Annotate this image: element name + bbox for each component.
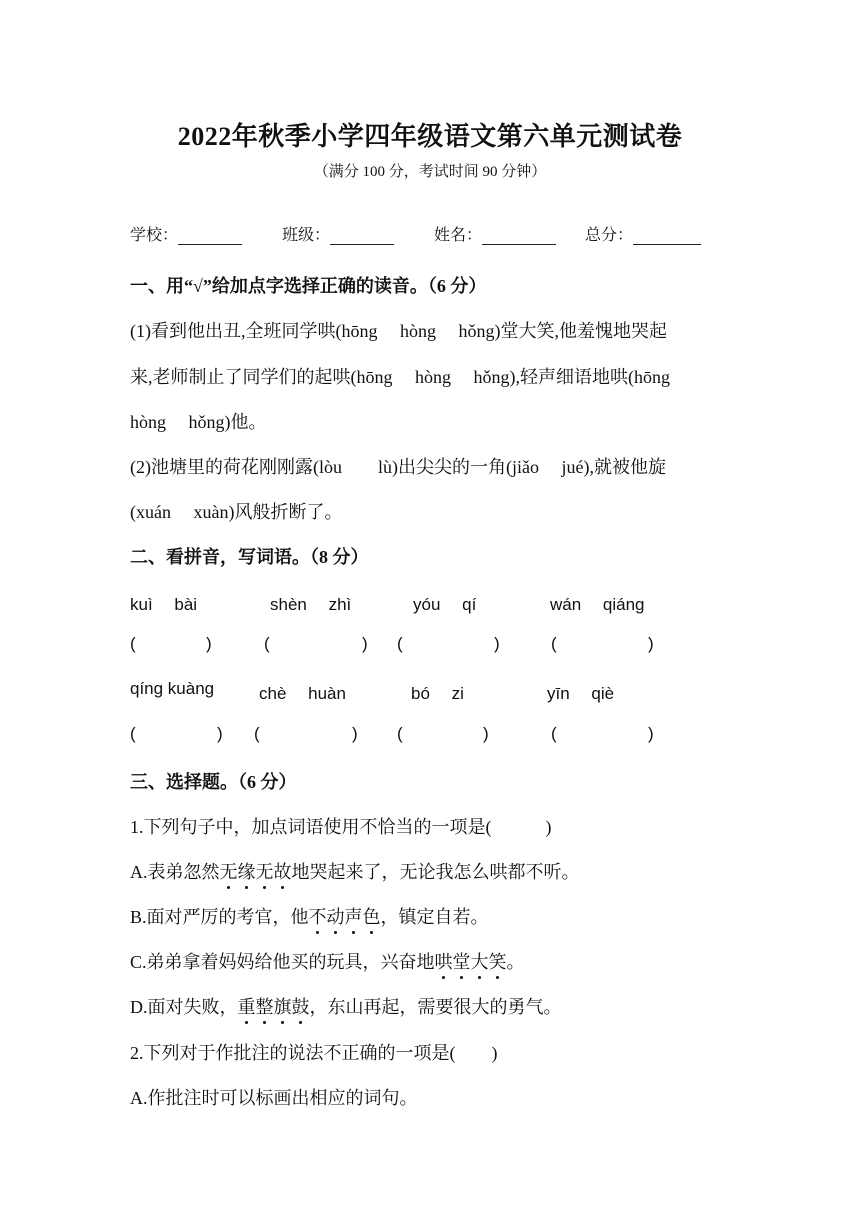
name-blank[interactable] — [482, 226, 556, 245]
section3-q1-option-d: D.面对失败，重整旗鼓，东山再起，需要很大的勇气。 — [130, 993, 562, 1019]
section3-heading: 三、选择题。（6 分） — [130, 772, 297, 792]
answer-paren-open: ( — [130, 724, 136, 743]
answer-paren-close: ) — [494, 634, 500, 653]
answer-paren-open: ( — [551, 634, 557, 653]
emphasis-char: 大 — [471, 948, 489, 974]
emphasis-char: 整 — [256, 993, 274, 1019]
answer-paren-open: ( — [254, 724, 260, 743]
answer-paren-open: ( — [397, 634, 403, 653]
emphasis-char: 缘 — [238, 858, 256, 884]
answer-paren-open: ( — [264, 634, 270, 653]
class-label: 班级： — [282, 227, 331, 244]
score-blank[interactable] — [633, 226, 701, 245]
answer-paren-close: ) — [483, 724, 489, 743]
pinyin-item: shèn zhì — [270, 595, 352, 614]
emphasis-char: 无 — [256, 858, 274, 884]
answer-paren-close: ) — [206, 634, 212, 653]
answer-paren-open: ( — [397, 724, 403, 743]
dotted-word — [220, 862, 292, 882]
score-field — [585, 222, 701, 245]
emphasis-char: 故 — [274, 858, 292, 884]
pinyin-item: wán qiáng — [550, 595, 645, 614]
pinyin-item: yóu qí — [413, 595, 477, 614]
emphasis-char: 哄 — [435, 948, 453, 974]
section1-q1-line3: hòng hǒng)他。 — [130, 412, 267, 432]
emphasis-char: 声 — [345, 903, 363, 929]
emphasis-char: 动 — [327, 903, 345, 929]
exam-title: 2022年秋季小学四年级语文第六单元测试卷 — [177, 122, 683, 151]
class-field — [282, 222, 394, 245]
section3-q1-option-c: C.弟弟拿着妈妈给他买的玩具，兴奋地哄堂大笑。 — [130, 948, 525, 974]
pinyin-item: kuì bài — [130, 595, 198, 614]
dotted-word — [309, 907, 381, 927]
answer-paren-close: ) — [648, 634, 654, 653]
section1-q1-line1: (1)看到他出丑,全班同学哄(hōng hòng hǒng)堂大笑,他羞愧地哭起 — [130, 321, 667, 341]
emphasis-char: 色 — [363, 903, 381, 929]
section2-heading: 二、看拼音，写词语。（8 分） — [130, 547, 369, 567]
dotted-word — [238, 997, 310, 1017]
answer-paren-close: ) — [648, 724, 654, 743]
score-label: 总分： — [585, 227, 634, 244]
section3-q1-stem: 1.下列句子中，加点词语使用不恰当的一项是( ) — [130, 817, 552, 837]
emphasis-char: 无 — [220, 858, 238, 884]
emphasis-char: 重 — [238, 993, 256, 1019]
section1-q2-line1: (2)池塘里的荷花刚刚露(lòu lù)出尖尖的一角(jiǎo jué),就被他旋 — [130, 457, 666, 477]
answer-paren-open: ( — [551, 724, 557, 743]
emphasis-char: 鼓 — [292, 993, 310, 1019]
emphasis-char: 不 — [309, 903, 327, 929]
section1-q1-line2: 来,老师制止了同学们的起哄(hōng hòng hǒng),轻声细语地哄(hōng — [130, 367, 670, 387]
school-label: 学校： — [130, 227, 179, 244]
section3-q1-option-b: B.面对严厉的考官，他不动声色，镇定自若。 — [130, 903, 489, 929]
answer-paren-close: ) — [352, 724, 358, 743]
section3-q2-option-a: A.作批注时可以标画出相应的词句。 — [130, 1088, 418, 1108]
name-field — [434, 222, 556, 245]
answer-paren-open: ( — [130, 634, 136, 653]
name-label: 姓名： — [434, 227, 483, 244]
section3-q1-option-a: A.表弟忽然无缘无故地哭起来了，无论我怎么哄都不听。 — [130, 858, 580, 884]
school-blank[interactable] — [178, 226, 242, 245]
section1-q2-line2: (xuán xuàn)风般折断了。 — [130, 502, 343, 522]
school-field — [130, 222, 242, 245]
dotted-word — [435, 952, 507, 972]
emphasis-char: 堂 — [453, 948, 471, 974]
pinyin-item: yīn qiè — [547, 684, 615, 703]
answer-paren-close: ) — [362, 634, 368, 653]
emphasis-char: 旗 — [274, 993, 292, 1019]
pinyin-item: qíng kuàng — [130, 679, 215, 698]
answer-paren-close: ) — [217, 724, 223, 743]
pinyin-item: bó zi — [411, 684, 464, 703]
section3-q2-stem: 2.下列对于作批注的说法不正确的一项是( ) — [130, 1043, 498, 1063]
section1-heading: 一、用“√”给加点字选择正确的读音。（6 分） — [130, 276, 487, 296]
class-blank[interactable] — [330, 226, 394, 245]
exam-subtitle: （满分 100 分，考试时间 90 分钟） — [313, 164, 547, 180]
pinyin-item: chè huàn — [259, 684, 346, 703]
emphasis-char: 笑 — [489, 948, 507, 974]
